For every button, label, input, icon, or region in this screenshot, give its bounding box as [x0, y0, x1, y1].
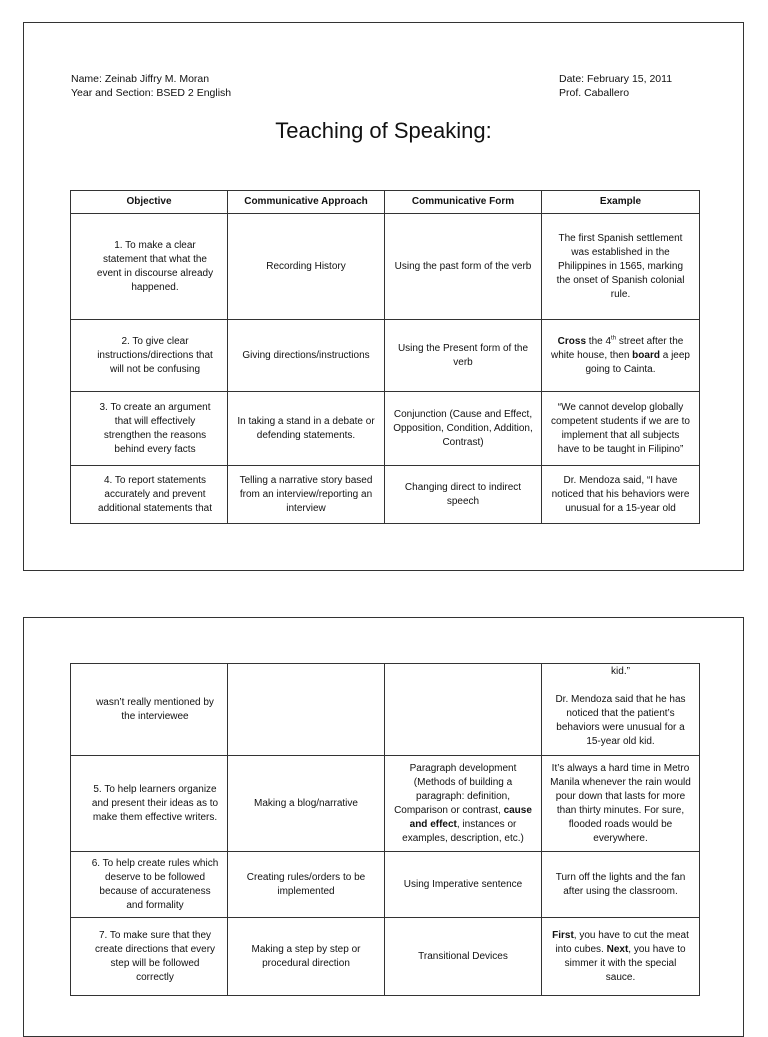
example-text: the 4	[586, 335, 612, 347]
example-text: , you have to cut the meat into cubes.	[555, 929, 689, 955]
date-line: Date: February 15, 2011	[559, 73, 673, 85]
section-line: Year and Section: BSED 2 English	[71, 87, 232, 99]
table-row	[71, 664, 700, 756]
example-cell: It’s always a hard time in Metro Manila whenever the rain would pour down that lasts for more than thirty minutes. For sure, flooded roads would be everywhere.	[542, 756, 700, 852]
example-cell: Dr. Mendoza said, “I have noticed that his behaviors were unusual for a 15-year old	[542, 466, 700, 524]
speaking-table-part-1	[70, 190, 700, 524]
spacer	[550, 679, 691, 693]
table-row	[71, 466, 700, 524]
document-page-1	[23, 22, 744, 571]
form-bold-text: cause and effect	[409, 804, 532, 830]
table-row	[71, 320, 700, 392]
objective-cell: 7. To make sure that they create directions that every step will be followed correctly	[71, 918, 228, 996]
form-cell: Transitional Devices	[385, 918, 542, 996]
example-bold-text: First	[552, 929, 574, 941]
approach-cell: Creating rules/orders to be implemented	[228, 852, 385, 918]
header-example: Example	[542, 191, 700, 214]
table-row	[71, 756, 700, 852]
example-text: Dr. Mendoza said that he has noticed that the patient’s behaviors were unusual for a 15-year old kid.	[555, 694, 686, 747]
example-bold-text: board	[632, 349, 660, 361]
approach-cell	[228, 664, 385, 756]
example-continued: kid.”	[611, 666, 630, 677]
example-text: a jeep going to Cainta.	[585, 349, 690, 375]
header-objective: Objective	[71, 191, 228, 214]
example-bold-text: Cross	[557, 335, 587, 347]
example-superscript: th	[611, 335, 617, 342]
example-cell: Turn off the lights and the fan after using the classroom.	[542, 852, 700, 918]
approach-cell: Making a blog/narrative	[228, 756, 385, 852]
speaking-table-part-2	[70, 663, 700, 996]
objective-cell: 1. To make a clear statement that what the event in discourse already happened.	[71, 214, 228, 320]
table-header-row	[71, 191, 700, 214]
form-cell: Conjunction (Cause and Effect, Opposition, Condition, Addition, Contrast)	[385, 392, 542, 466]
example-cell	[542, 320, 700, 392]
approach-cell: Making a step by step or procedural direction	[228, 918, 385, 996]
form-cell	[385, 756, 542, 852]
approach-cell: Telling a narrative story based from an interview/reporting an interview	[228, 466, 385, 524]
document-page-2	[23, 617, 744, 1037]
form-cell: Using the past form of the verb	[385, 214, 542, 320]
example-cell	[542, 664, 700, 756]
example-cell: The first Spanish settlement was established in the Philippines in 1565, marking the onset of Spanish colonial rule.	[542, 214, 700, 320]
approach-cell: In taking a stand in a debate or defending statements.	[228, 392, 385, 466]
example-cell	[542, 918, 700, 996]
objective-cell: 6. To help create rules which deserve to be followed because of accurateness and formality	[71, 852, 228, 918]
objective-cell: 2. To give clear instructions/directions that will not be confusing	[71, 320, 228, 392]
form-cell: Using Imperative sentence	[385, 852, 542, 918]
table-row	[71, 852, 700, 918]
date-info	[559, 72, 672, 100]
name-line: Name: Zeinab Jiffry M. Moran	[71, 73, 210, 85]
objective-cell: 5. To help learners organize and present their ideas as to make them effective writers.	[71, 756, 228, 852]
page-title: Teaching of Speaking:	[275, 118, 492, 143]
table-row	[71, 918, 700, 996]
form-text: Paragraph development (Methods of building a paragraph: definition, Comparison or contrast,	[394, 762, 517, 816]
table-row	[71, 214, 700, 320]
form-cell: Changing direct to indirect speech	[385, 466, 542, 524]
approach-cell: Recording History	[228, 214, 385, 320]
objective-cell: 3. To create an argument that will effectively strengthen the reasons behind every facts	[71, 392, 228, 466]
example-text: , you have to simmer it with the special sauce.	[564, 943, 686, 983]
student-info	[71, 72, 231, 100]
header-approach: Communicative Approach	[228, 191, 385, 214]
prof-line: Prof. Caballero	[559, 87, 630, 99]
form-text: , instances or examples, description, etc.)	[402, 818, 524, 844]
table-row	[71, 392, 700, 466]
form-cell: Using the Present form of the verb	[385, 320, 542, 392]
example-cell: “We cannot develop globally competent students if we are to implement that all subjects have to be taught in Filipino”	[542, 392, 700, 466]
approach-cell: Giving directions/instructions	[228, 320, 385, 392]
objective-cell: 4. To report statements accurately and prevent additional statements that	[71, 466, 228, 524]
form-cell	[385, 664, 542, 756]
header-form: Communicative Form	[385, 191, 542, 214]
example-bold-text: Next	[606, 943, 629, 955]
objective-cell: wasn’t really mentioned by the interviewee	[71, 664, 228, 756]
example-text: street after the white house, then	[551, 335, 684, 361]
